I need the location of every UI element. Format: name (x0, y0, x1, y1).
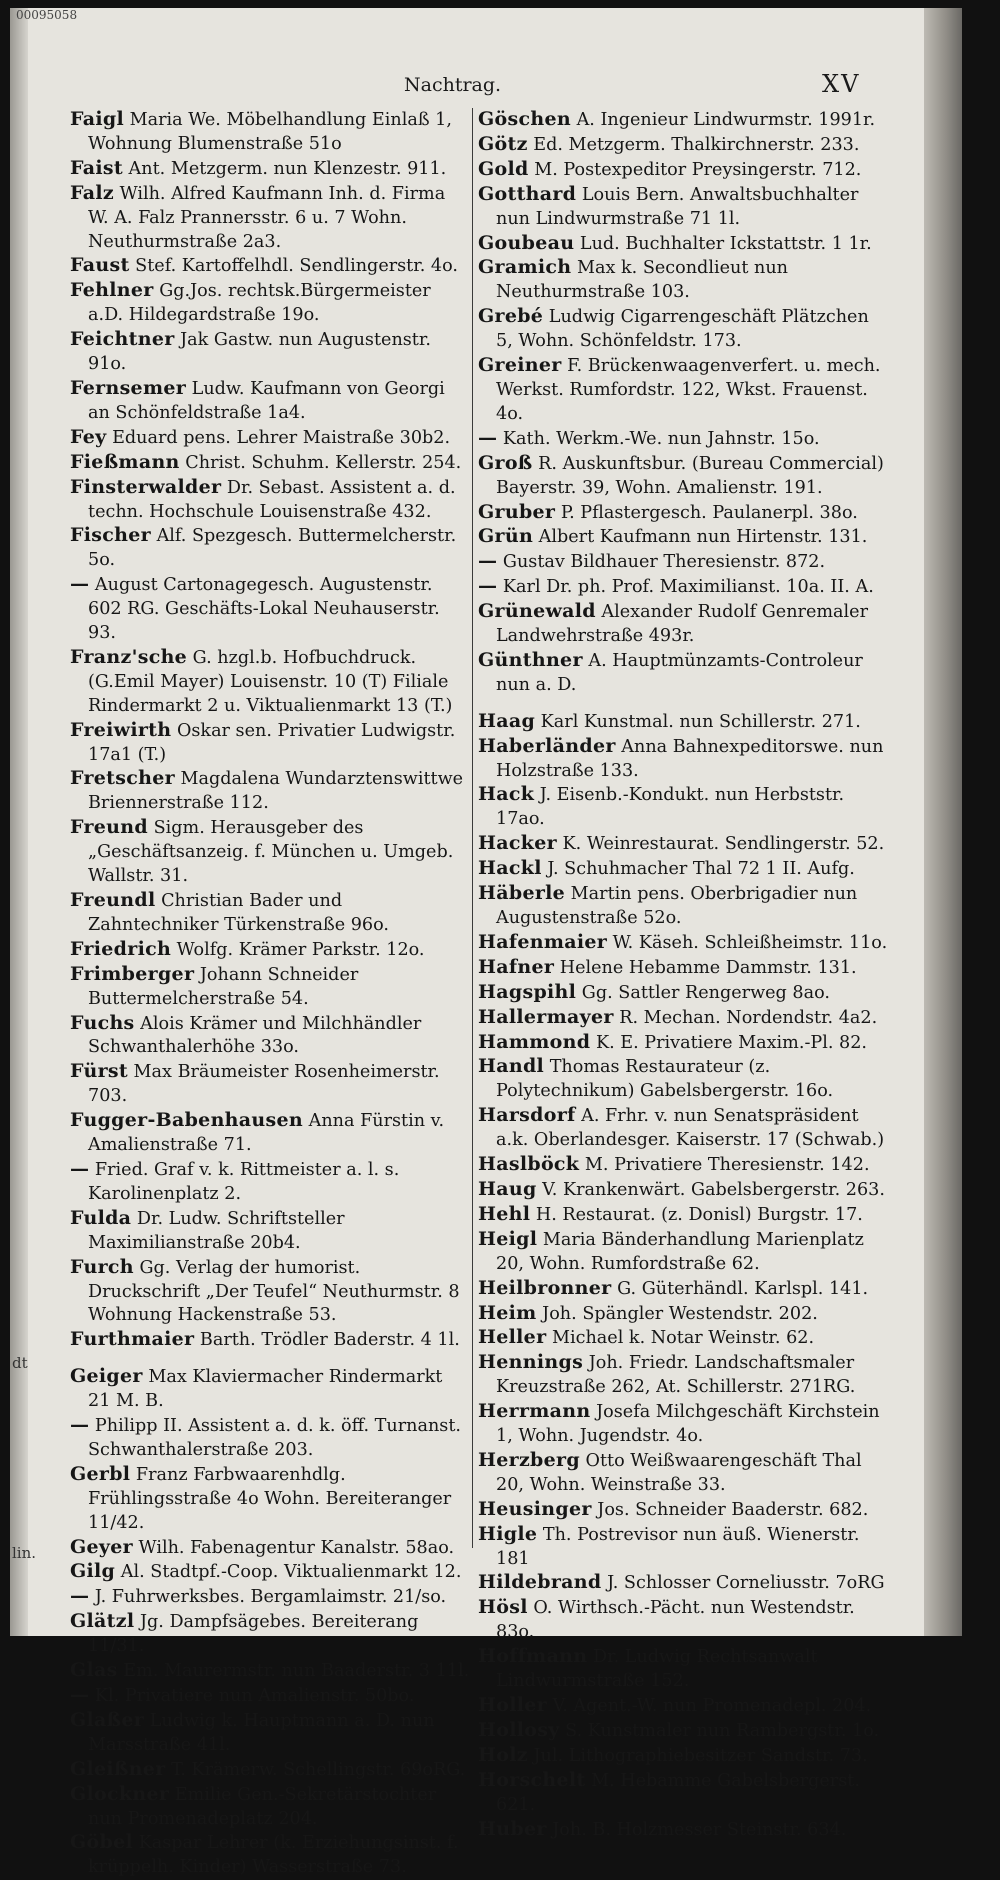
entry-name: Freiwirth (70, 718, 172, 741)
directory-entry (478, 832, 888, 857)
directory-entry (478, 256, 888, 305)
page-edge (924, 8, 962, 1636)
entry-details: Thomas Restaurateur (z. Polytechnikum) Gabelsbergerstr. 16o. (496, 1057, 834, 1102)
directory-entry (478, 1498, 888, 1523)
directory-entry (478, 1153, 888, 1178)
entry-details: Alf. Spezgesch. Buttermelcherstr. 5o. (88, 526, 457, 571)
entry-details: Karl Dr. ph. Prof. Maximilianst. 10a. II. A. (502, 577, 874, 598)
directory-entry (478, 232, 888, 257)
entry-name: — (478, 550, 498, 573)
entry-name: Fuchs (70, 1011, 135, 1034)
entry-details: Kaspar Lehrer (k. Erziehungsinst. f. krüppelh. Kinder) Wasserstraße 73. (88, 1833, 459, 1878)
entry-details: Jak Gastw. nun Augustenstr. 91o. (88, 330, 431, 375)
entry-name: Göschen (478, 108, 571, 130)
entry-details: A. Hauptmünzamts-Controleur nun a. D. (496, 650, 863, 695)
directory-entry (70, 108, 470, 157)
directory-entry (478, 1719, 888, 1744)
entry-name: Fießmann (70, 450, 180, 473)
directory-entry (70, 157, 470, 182)
directory-entry (70, 1560, 470, 1585)
right-column (478, 108, 888, 1842)
entry-details: Johann Schneider Buttermelcherstraße 54. (88, 964, 359, 1009)
directory-entry (478, 1571, 888, 1596)
directory-entry (70, 1328, 470, 1353)
directory-entry (478, 1104, 888, 1153)
directory-entry (478, 931, 888, 956)
entry-name: Fernsemer (70, 376, 187, 399)
entry-name: Heller (478, 1326, 547, 1349)
directory-entry (478, 1769, 888, 1818)
entry-name: — (70, 1414, 90, 1437)
entry-details: Magdalena Wundarztenswittwe Briennerstraße 112. (88, 769, 464, 814)
entry-name: Heusinger (478, 1497, 592, 1520)
entry-details: A. Frhr. v. nun Senatspräsident a.k. Oberlandesger. Kaiserstr. 17 (Schwab.) (496, 1106, 885, 1151)
entry-details: S. Kunstmaler nun Rambergstr. 1o. (565, 1720, 880, 1741)
entry-details: Dr. Sebast. Assistent a. d. techn. Hochschule Louisenstraße 432. (88, 477, 456, 522)
entry-name: Glas (70, 1659, 118, 1682)
entry-details: Joh. Friedr. Landschaftsmaler Kreuzstraße 262, At. Schillerstr. 271RG. (496, 1353, 856, 1398)
entry-details: J. Schuhmacher Thal 72 1 II. Aufg. (547, 859, 855, 880)
entry-name: Herzberg (478, 1448, 580, 1471)
book-page (10, 8, 962, 1878)
entry-details: Alexander Rudolf Genremaler Landwehrstraße 493r. (496, 602, 868, 647)
directory-entry (478, 1449, 888, 1498)
directory-entry (70, 1109, 470, 1158)
entry-details: Franz Farbwaarenhdlg. Frühlingsstraße 4o Wohn. Bereiteranger 11/42. (88, 1464, 452, 1533)
entry-details: Wolfg. Krämer Parkstr. 12o. (176, 939, 425, 960)
directory-entry (478, 857, 888, 882)
entry-details: K. E. Privatiere Maxim.-Pl. 82. (595, 1032, 868, 1053)
entry-name: Groß (478, 451, 533, 474)
directory-entry (478, 1326, 888, 1351)
directory-entry (478, 956, 888, 981)
entry-name: Handl (478, 1055, 545, 1078)
entry-name: Glätzl (70, 1610, 135, 1633)
entry-details: Karl Kunstmal. nun Schillerstr. 271. (540, 711, 861, 732)
entry-name: Hollosy (478, 1718, 560, 1741)
directory-entry (478, 1203, 888, 1228)
entry-details: Ed. Metzgerm. Thalkirchnerstr. 233. (533, 134, 860, 155)
entry-name: Heim (478, 1301, 537, 1324)
entry-details: Lud. Buchhalter Ickstattstr. 1 1r. (579, 233, 872, 254)
entry-name: Heilbronner (478, 1276, 612, 1299)
directory-entry (478, 305, 888, 354)
directory-entry (70, 476, 470, 525)
entry-details: Dr. Ludw. Schriftsteller Maximilianstraße 20b4. (88, 1208, 345, 1253)
directory-entry (478, 427, 888, 452)
directory-entry (70, 719, 470, 768)
entry-name: — (478, 426, 498, 449)
entry-details: Th. Postrevisor nun äuß. Wienerstr. 181 (496, 1524, 860, 1569)
entry-details: Kl. Privatiere nun Amalienstr. 50bo. (94, 1686, 415, 1706)
entry-name: Finsterwalder (70, 475, 222, 498)
directory-entry (478, 1277, 888, 1302)
entry-name: Hafenmaier (478, 930, 608, 953)
entry-details: Joh. B. Holzmesser Steinstr. 634. (552, 1819, 847, 1840)
entry-name: Higle (478, 1522, 538, 1545)
entry-name: Hennings (478, 1351, 584, 1374)
entry-details: Max k. Secondlieut nun Neuthurmstraße 103. (496, 258, 788, 303)
entry-details: M. Hebamme Gabelsbergerst. 621. (496, 1770, 860, 1815)
directory-entry (478, 710, 888, 735)
entry-details: Sigm. Herausgeber des „Geschäftsanzeig. f. München u. Umgeb. Wallstr. 31. (88, 818, 454, 887)
entry-name: Furthmaier (70, 1328, 195, 1351)
entry-name: Gold (478, 157, 529, 180)
directory-entry (70, 1758, 470, 1783)
entry-details: V. Agent.-W. nun Promenadepl. 204. (552, 1696, 872, 1716)
entry-name: Falz (70, 181, 114, 204)
entry-name: Hallermayer (478, 1005, 614, 1028)
entry-details: Max Bräumeister Rosenheimerstr. 703. (88, 1062, 440, 1107)
directory-entry (478, 501, 888, 526)
directory-entry (70, 1414, 470, 1463)
entry-details: August Cartonagegesch. Augustenstr. 602 RG. Geschäfts-Lokal Neuhauserstr. 93. (88, 575, 440, 644)
entry-name: Fulda (70, 1206, 132, 1229)
directory-entry (70, 573, 470, 646)
entry-name: Hildebrand (478, 1571, 602, 1594)
entry-details: Josefa Milchgeschäft Kirchstein 1, Wohn. Jugendstr. 4o. (496, 1402, 880, 1447)
entry-details: V. Krankenwärt. Gabelsbergerstr. 263. (542, 1179, 885, 1200)
directory-entry (478, 1351, 888, 1400)
entry-name: Greiner (478, 354, 562, 377)
entry-name: Geiger (70, 1365, 143, 1388)
entry-details: W. Käseh. Schleißheimstr. 11o. (612, 932, 888, 953)
directory-entry (478, 158, 888, 183)
entry-details: R. Mechan. Nordendstr. 4a2. (619, 1007, 878, 1028)
directory-entry (478, 882, 888, 931)
entry-details: Ludw. Kaufmann von Georgi an Schönfeldstraße 1a4. (88, 378, 445, 423)
directory-entry (478, 600, 888, 649)
entry-name: Faigl (70, 108, 124, 130)
directory-entry (478, 452, 888, 501)
entry-name: Gotthard (478, 182, 577, 205)
margin-mark: lin. (12, 1544, 37, 1562)
directory-entry (70, 279, 470, 328)
directory-entry (478, 1400, 888, 1449)
entry-details: P. Pflastergesch. Paulanerpl. 38o. (560, 502, 858, 523)
entry-name: Fischer (70, 524, 151, 547)
directory-entry (478, 1055, 888, 1104)
entry-details: Eduard pens. Lehrer Maistraße 30b2. (112, 427, 451, 448)
entry-name: Götz (478, 132, 528, 155)
entry-name: Häberle (478, 882, 566, 905)
entry-name: Heigl (478, 1227, 538, 1250)
entry-name: Gilg (70, 1560, 116, 1583)
entry-name: Goubeau (478, 231, 575, 254)
scan-id: 00095058 (16, 8, 78, 22)
directory-entry (478, 1645, 888, 1694)
entry-details: Gg. Verlag der humorist. Druckschrift „Der Teufel“ Neuthurmstr. 8 Wohnung Hackenstraße 53. (88, 1257, 460, 1326)
entry-details: M. Privatiere Theresienstr. 142. (584, 1155, 870, 1176)
entry-name: Günthner (478, 648, 583, 671)
entry-details: Joh. Spängler Westendstr. 202. (542, 1303, 818, 1324)
entry-details: Jg. Dampfsägebes. Bereiterang 11/31. (88, 1612, 419, 1657)
directory-entry (478, 525, 888, 550)
entry-name: Geyer (70, 1535, 133, 1558)
directory-entry (70, 938, 470, 963)
entry-details: G. hzgl.b. Hofbuchdruck. (G.Emil Mayer) Louisenstr. 10 (T) Filiale Rindermarkt 2 u. Viktualienmarkt 13 (T.) (88, 647, 453, 716)
entry-details: Stef. Kartoffelhdl. Sendlingerstr. 4o. (135, 256, 458, 277)
entry-name: Horschelt (478, 1768, 586, 1791)
directory-entry (70, 1060, 470, 1109)
directory-entry (70, 1610, 470, 1659)
entry-name: Freundl (70, 889, 156, 911)
entry-name: Franz'sche (70, 645, 188, 668)
entry-name: Gramich (478, 256, 572, 279)
directory-entry (478, 550, 888, 575)
directory-entry (70, 1207, 470, 1256)
entry-name: Gruber (478, 500, 556, 523)
entry-name: Frimberger (70, 962, 195, 985)
directory-entry (478, 1694, 888, 1719)
entry-name: Faust (70, 254, 130, 277)
entry-details: Gg. Sattler Rengerweg 8ao. (581, 982, 830, 1003)
entry-details: Kath. Werkm.-We. nun Jahnstr. 15o. (502, 428, 820, 449)
directory-entry (70, 1831, 470, 1880)
directory-entry (70, 767, 470, 816)
entry-details: H. Restaurat. (z. Donisl) Burgstr. 17. (535, 1204, 863, 1225)
entry-details: T. Krämerw. Schellingstr. 69oRG. (171, 1759, 466, 1780)
directory-entry (70, 1684, 470, 1709)
entry-details: Michael k. Notar Weinstr. 62. (551, 1328, 815, 1349)
entry-name: Hackl (478, 857, 542, 880)
entry-name: Fretscher (70, 767, 175, 790)
entry-name: Harsdorf (478, 1104, 576, 1127)
entry-details: Christ. Schuhm. Kellerstr. 254. (185, 452, 462, 473)
entry-name: — (70, 1157, 90, 1180)
entry-name: Hehl (478, 1202, 531, 1225)
directory-entry (478, 1523, 888, 1572)
entry-name: Hösl (478, 1596, 528, 1619)
entry-details: M. Postexpeditor Preysingerstr. 712. (534, 159, 862, 180)
entry-name: Herrmann (478, 1400, 591, 1423)
entry-details: Christian Bader und Zahntechniker Türkenstraße 96o. (88, 891, 389, 935)
entry-details: O. Wirthsch.-Pächt. nun Westendstr. 83o. (496, 1598, 855, 1643)
entry-name: Faist (70, 156, 123, 179)
entry-details: Gg.Jos. rechtsk.Bürgermeister a.D. Hildegardstraße 19o. (88, 281, 431, 326)
entry-details: Maria Bänderhandlung Marienplatz 20, Wohn. Rumfordstraße 62. (496, 1229, 864, 1274)
entry-name: Fugger-Babenhausen (70, 1109, 304, 1132)
entry-details: Gustav Bildhauer Theresienstr. 872. (502, 552, 826, 573)
entry-details: Wilh. Alfred Kaufmann Inh. d. Firma W. A. Falz Prannersstr. 6 u. 7 Wohn. Neuthurmstraße 2a3. (88, 183, 446, 252)
entry-name: — (70, 573, 90, 596)
entry-details: G. Güterhändl. Karlspl. 141. (617, 1278, 869, 1299)
directory-entry (478, 783, 888, 832)
entry-name: — (70, 1684, 90, 1706)
entry-name: Glaßer (70, 1708, 145, 1731)
directory-entry (70, 1256, 470, 1329)
directory-entry (70, 1012, 470, 1061)
directory-entry (70, 1783, 470, 1832)
directory-entry (70, 328, 470, 377)
entry-details: Helene Hebamme Dammstr. 131. (559, 957, 857, 978)
entry-details: Philipp II. Assistent a. d. k. öff. Turnanst. Schwanthalerstraße 203. (88, 1416, 461, 1460)
entry-name: Haberländer (478, 734, 616, 757)
entry-name: Fürst (70, 1060, 128, 1083)
directory-entry (70, 1158, 470, 1207)
directory-entry (70, 182, 470, 255)
running-header (10, 70, 930, 100)
entry-details: Martin pens. Oberbrigadier nun Augustenstraße 52o. (496, 884, 858, 928)
directory-entry (478, 735, 888, 784)
entry-details: J. Schlosser Corneliusstr. 7oRG (607, 1573, 885, 1594)
entry-name: Grünewald (478, 600, 596, 623)
directory-entry (70, 1585, 470, 1610)
directory-entry (70, 889, 470, 938)
directory-entry (478, 1596, 888, 1645)
entry-name: Hoffmann (478, 1645, 588, 1668)
entry-name: Gleißner (70, 1757, 166, 1780)
entry-name: Holler (478, 1694, 547, 1716)
column-divider (472, 108, 473, 1548)
entry-name: Hammond (478, 1030, 591, 1053)
entry-details: Emilie Gen.-Sekretärstochter nun Promenadeplatz 204. (88, 1784, 437, 1829)
entry-name: Furch (70, 1255, 134, 1278)
entry-details: Dr. Ludwig Rechtsanwalt Lindwurmstraße 152. (496, 1647, 818, 1692)
entry-details: Jul. Lithographiebesitzer Sandstr. 73. (533, 1745, 868, 1766)
directory-entry (70, 1463, 470, 1536)
entry-name: Huber (478, 1817, 547, 1840)
directory-entry (478, 183, 888, 232)
entry-details: Ludwig Cigarrengeschäft Plätzchen 5, Wohn. Schönfeldstr. 173. (496, 307, 869, 352)
directory-entry (70, 377, 470, 426)
entry-details: Anna Fürstin v. Amalienstraße 71. (88, 1111, 445, 1156)
entry-details: J. Eisenb.-Kondukt. nun Herbststr. 17ao. (496, 785, 845, 830)
entry-details: R. Auskunftsbur. (Bureau Commercial) Bayerstr. 39, Wohn. Amalienstr. 191. (496, 453, 884, 498)
directory-entry (70, 451, 470, 476)
entry-name: Grebé (478, 305, 544, 328)
entry-details: J. Fuhrwerksbes. Bergamlaimstr. 21/so. (94, 1587, 447, 1608)
entry-details: Jos. Schneider Baaderstr. 682. (597, 1499, 869, 1520)
entry-name: Hagspihl (478, 980, 577, 1003)
entry-details: Alois Krämer und Milchhändler Schwanthalerhöhe 33o. (88, 1013, 422, 1058)
entry-details: Oskar sen. Privatier Ludwigstr. 17a1 (T.) (88, 720, 456, 765)
directory-entry (478, 981, 888, 1006)
directory-entry (478, 1744, 888, 1769)
directory-entry (70, 524, 470, 573)
entry-name: Haug (478, 1177, 537, 1200)
directory-entry (478, 1031, 888, 1056)
entry-name: Glockner (70, 1782, 170, 1805)
entry-details: Al. Stadtpf.-Coop. Viktualienmarkt 12. (120, 1562, 462, 1583)
directory-entry (478, 108, 888, 133)
directory-entry (478, 1228, 888, 1277)
directory-entry (70, 1365, 470, 1414)
left-column (70, 108, 470, 1880)
header-title: Nachtrag. (404, 74, 502, 96)
entry-details: Barth. Trödler Baderstr. 4 1l. (199, 1330, 460, 1351)
margin-mark: dt (12, 1354, 28, 1372)
entry-details: Otto Weißwaarengeschäft Thal 20, Wohn. Weinstraße 33. (496, 1450, 862, 1495)
entry-name: Hacker (478, 832, 557, 855)
entry-name: Freund (70, 816, 148, 839)
entry-name: Feichtner (70, 328, 175, 351)
page-number: XV (822, 70, 861, 98)
entry-details: A. Ingenieur Lindwurmstr. 1991r. (576, 110, 876, 130)
entry-name: Haslböck (478, 1153, 580, 1176)
entry-details: Albert Kaufmann nun Hirtenstr. 131. (538, 527, 868, 548)
directory-entry (478, 575, 888, 600)
entry-details: Max Klaviermacher Rindermarkt 21 M. B. (88, 1367, 443, 1412)
directory-entry (478, 354, 888, 427)
entry-details: Ludwig k. Hauptmann a. D. nun Marsstraße 41l. (88, 1710, 435, 1755)
directory-entry (478, 649, 888, 698)
entry-details: Wilh. Fabenagentur Kanalstr. 58ao. (138, 1537, 455, 1558)
entry-details: Em. Maurermstr. nun Baaderstr. 3 11l. (123, 1661, 470, 1682)
entry-details: Anna Bahnexpeditorswe. nun Holzstraße 133. (496, 736, 884, 781)
entry-name: Friedrich (70, 937, 172, 960)
entry-details: Fried. Graf v. k. Rittmeister a. l. s. Karolinenplatz 2. (88, 1159, 400, 1204)
entry-name: — (478, 575, 498, 598)
entry-name: Grün (478, 525, 534, 548)
entry-details: K. Weinrestaurat. Sendlingerstr. 52. (562, 834, 885, 855)
entry-name: — (70, 1585, 90, 1608)
directory-entry (70, 1536, 470, 1561)
directory-entry (70, 646, 470, 719)
entry-name: Holz (478, 1743, 528, 1766)
entry-name: Hack (478, 783, 535, 806)
entry-details: Louis Bern. Anwaltsbuchhalter nun Lindwurmstraße 71 1l. (496, 184, 859, 229)
directory-entry (478, 1006, 888, 1031)
entry-details: F. Brückenwaagenverfert. u. mech. Werkst. Rumfordstr. 122, Wkst. Frauenst. 4o. (496, 356, 881, 424)
entry-name: Gerbl (70, 1462, 131, 1485)
entry-name: Hafner (478, 955, 555, 978)
directory-entry (70, 963, 470, 1012)
entry-name: Fey (70, 425, 107, 448)
entry-details: Maria We. Möbelhandlung Einlaß 1, Wohnung Blumenstraße 51o (88, 110, 452, 154)
directory-entry (70, 1709, 470, 1758)
gutter-shadow (10, 8, 28, 1636)
directory-entry (70, 254, 470, 279)
directory-entry (478, 133, 888, 158)
entry-name: Haag (478, 709, 536, 732)
directory-entry (70, 1659, 470, 1684)
directory-entry (478, 1178, 888, 1203)
directory-entry (70, 816, 470, 889)
directory-entry (478, 1302, 888, 1327)
directory-entry (70, 426, 470, 451)
entry-details: Ant. Metzgerm. nun Klenzestr. 911. (128, 158, 447, 179)
entry-name: Göbel (70, 1831, 133, 1854)
entry-name: Fehlner (70, 279, 154, 302)
directory-entry (478, 1818, 888, 1843)
